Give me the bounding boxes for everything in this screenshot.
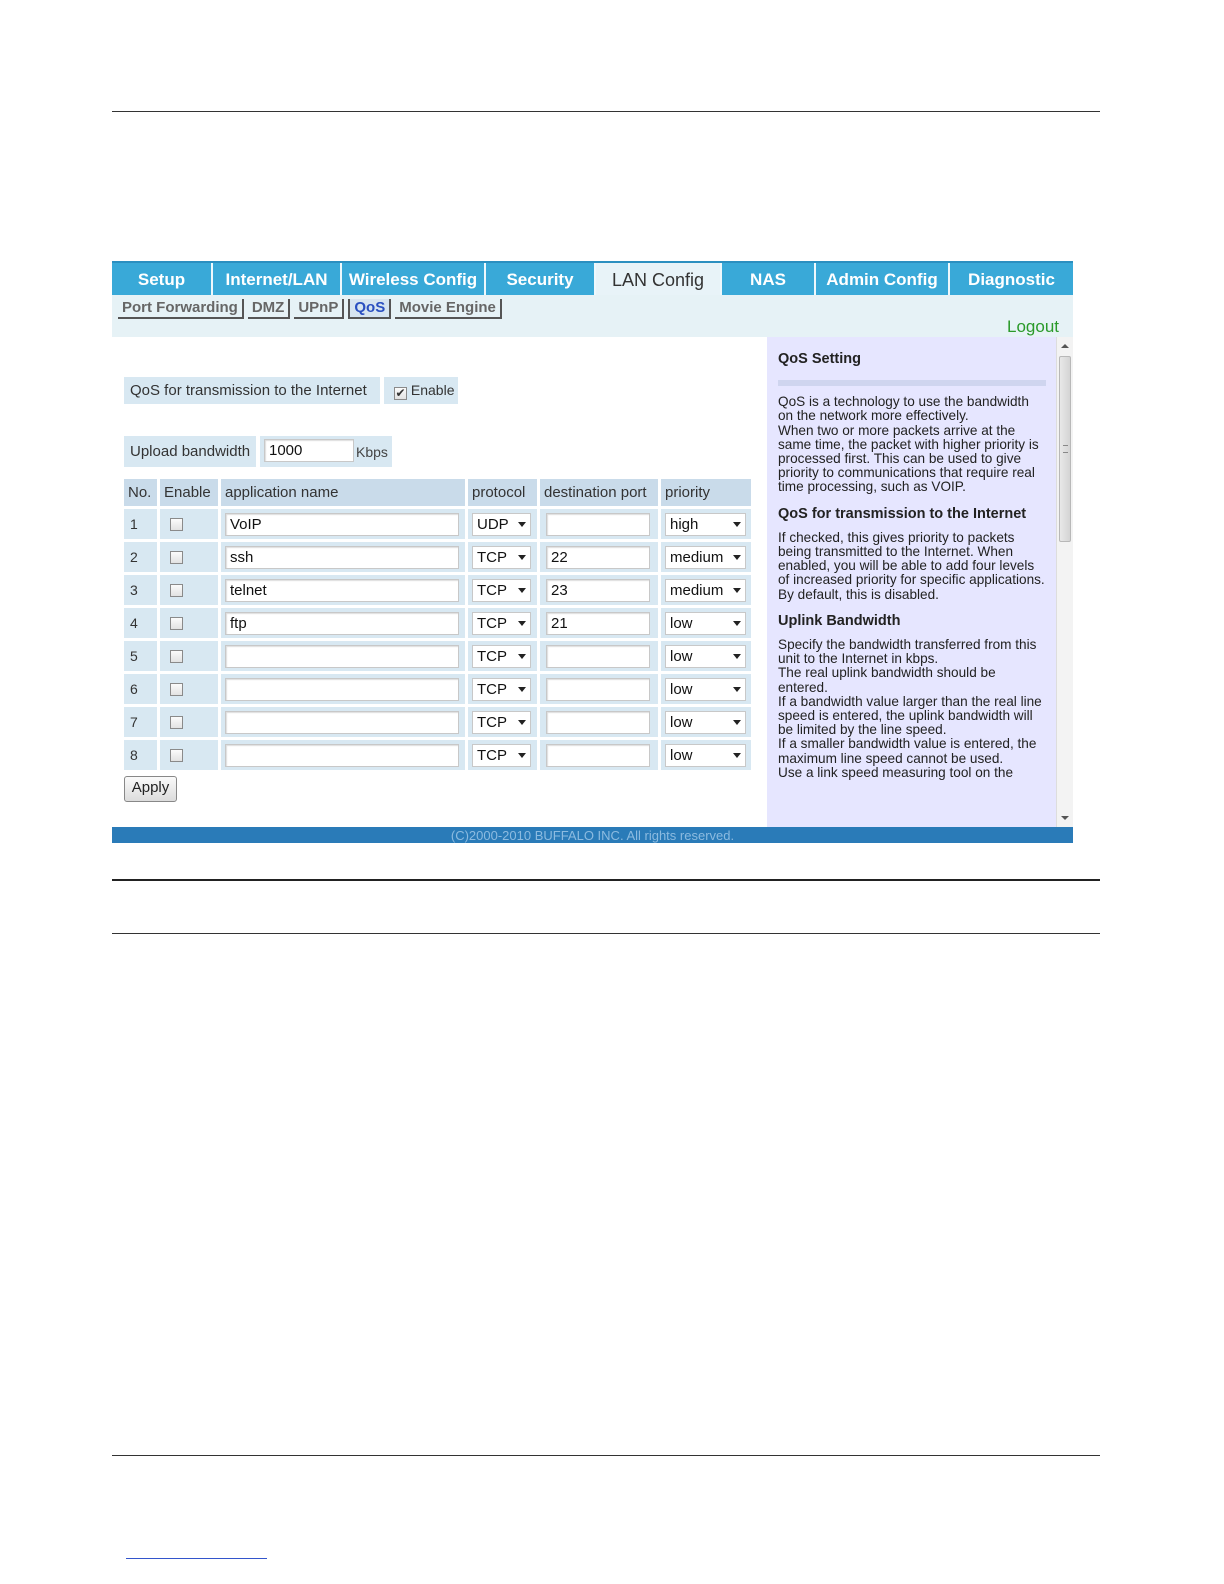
- subtab-port-forwarding[interactable]: Port Forwarding: [118, 299, 244, 319]
- page-bottom-rule: [112, 1455, 1100, 1456]
- row-port-cell: [540, 671, 658, 704]
- chevron-down-icon: [518, 555, 526, 560]
- protocol-value: TCP: [477, 747, 507, 764]
- chevron-down-icon: [733, 588, 741, 593]
- tab-security[interactable]: Security: [486, 263, 596, 297]
- row-port-cell: [540, 539, 658, 572]
- chevron-down-icon: [518, 687, 526, 692]
- priority-value: high: [670, 516, 699, 533]
- page-rule-1: [112, 879, 1100, 881]
- row-enable-checkbox[interactable]: [170, 584, 183, 597]
- priority-select[interactable]: [665, 645, 746, 668]
- tab-wireless-config[interactable]: Wireless Config: [342, 263, 486, 297]
- upload-bandwidth-cell: [260, 436, 392, 467]
- row-app-cell: [221, 737, 465, 770]
- help-section2-text-2: The real uplink bandwidth should be entered.: [778, 665, 996, 695]
- priority-value: low: [670, 615, 693, 632]
- application-name-input[interactable]: [225, 678, 459, 701]
- chevron-down-icon: [733, 555, 741, 560]
- row-enable-cell: [160, 572, 218, 605]
- help-section2-text-5: Use a link speed measuring tool on the: [778, 764, 1014, 780]
- destination-port-input[interactable]: [546, 513, 650, 536]
- scroll-down-arrow-icon[interactable]: [1061, 816, 1069, 820]
- row-protocol-cell: [468, 704, 537, 737]
- help-section2-title: Uplink Bandwidth: [778, 612, 901, 629]
- table-row: [124, 572, 751, 605]
- row-enable-cell: [160, 506, 218, 539]
- scroll-up-arrow-icon[interactable]: [1061, 344, 1069, 348]
- row-number: 5: [124, 638, 157, 671]
- help-divider: [778, 380, 1046, 386]
- scrollbar-thumb[interactable]: [1059, 356, 1071, 542]
- router-admin-window: [112, 261, 1073, 843]
- help-intro-2: When two or more packets arrive at the same time, the packet with higher priority is processed first. This can be used to give priority to communications that require real time processing, such as VOIP.: [778, 422, 1039, 495]
- chevron-down-icon: [733, 621, 741, 626]
- header-destination-port: destination port: [540, 479, 658, 506]
- row-protocol-cell: [468, 737, 537, 770]
- destination-port-input[interactable]: [546, 645, 650, 668]
- main-tab-bar: [112, 261, 1073, 299]
- help-panel: [767, 337, 1056, 827]
- chevron-down-icon: [518, 720, 526, 725]
- priority-value: low: [670, 648, 693, 665]
- copyright-footer: (C)2000-2010 BUFFALO INC. All rights reserved.: [112, 827, 1073, 843]
- row-priority-cell: [661, 671, 751, 704]
- destination-port-input[interactable]: [546, 711, 650, 734]
- row-protocol-cell: [468, 572, 537, 605]
- protocol-value: UDP: [477, 516, 509, 533]
- application-name-input[interactable]: telnet: [225, 579, 459, 602]
- row-enable-cell: [160, 737, 218, 770]
- priority-select[interactable]: [665, 711, 746, 734]
- tab-setup[interactable]: Setup: [112, 263, 213, 297]
- tab-nas[interactable]: NAS: [722, 263, 816, 297]
- row-protocol-cell: [468, 506, 537, 539]
- header-protocol: protocol: [468, 479, 537, 506]
- row-priority-cell: [661, 737, 751, 770]
- row-protocol-cell: [468, 671, 537, 704]
- page-rule-2: [112, 933, 1100, 934]
- help-section2-text-1: Specify the bandwidth transferred from this unit to the Internet in kbps.: [778, 637, 1037, 667]
- chevron-down-icon: [733, 720, 741, 725]
- row-app-cell: [221, 572, 465, 605]
- header-priority: priority: [661, 479, 751, 506]
- tab-diagnostic[interactable]: Diagnostic: [968, 270, 1055, 289]
- row-enable-checkbox[interactable]: [170, 518, 183, 531]
- chevron-down-icon: [518, 588, 526, 593]
- row-enable-checkbox[interactable]: [170, 716, 183, 729]
- help-title: QoS Setting: [778, 351, 861, 367]
- table-row: [124, 671, 751, 704]
- priority-select[interactable]: [665, 678, 746, 701]
- priority-select[interactable]: [665, 579, 746, 602]
- qos-rules-table: [124, 479, 751, 770]
- chevron-down-icon: [518, 753, 526, 758]
- upload-bandwidth-unit: Kbps: [356, 444, 388, 460]
- row-app-cell: [221, 671, 465, 704]
- row-enable-cell: [160, 638, 218, 671]
- row-number: 6: [124, 671, 157, 704]
- tab-admin-config[interactable]: Admin Config: [816, 263, 950, 297]
- protocol-value: TCP: [477, 582, 507, 599]
- protocol-select[interactable]: [472, 711, 531, 734]
- row-priority-cell: [661, 704, 751, 737]
- row-enable-checkbox[interactable]: [170, 551, 183, 564]
- row-number: 1: [124, 506, 157, 539]
- priority-value: medium: [670, 549, 724, 566]
- protocol-select[interactable]: [472, 579, 531, 602]
- protocol-select[interactable]: [472, 678, 531, 701]
- row-app-cell: [221, 605, 465, 638]
- row-app-cell: [221, 506, 465, 539]
- row-priority-cell: [661, 506, 751, 539]
- destination-port-input[interactable]: [546, 678, 650, 701]
- tab-internet-lan[interactable]: Internet/LAN: [213, 263, 342, 297]
- table-row: [124, 704, 751, 737]
- upload-bandwidth-input[interactable]: 1000: [264, 439, 354, 462]
- subtab-movie-engine[interactable]: Movie Engine: [395, 299, 502, 319]
- chevron-down-icon: [733, 753, 741, 758]
- table-header-row: [124, 479, 751, 506]
- table-row: [124, 605, 751, 638]
- header-enable: Enable: [160, 479, 218, 506]
- priority-select[interactable]: [665, 612, 746, 635]
- row-enable-checkbox[interactable]: [170, 650, 183, 663]
- priority-value: medium: [670, 582, 724, 599]
- header-application-name: application name: [221, 479, 465, 506]
- chevron-down-icon: [518, 522, 526, 527]
- row-protocol-cell: [468, 638, 537, 671]
- destination-port-input[interactable]: 21: [546, 612, 650, 635]
- chevron-down-icon: [518, 654, 526, 659]
- priority-select[interactable]: [665, 546, 746, 569]
- protocol-value: TCP: [477, 549, 507, 566]
- destination-port-input[interactable]: 22: [546, 546, 650, 569]
- help-intro-1: QoS is a technology to use the bandwidth on the network more effectively.: [778, 394, 1029, 424]
- row-protocol-cell: [468, 605, 537, 638]
- header-no: No.: [124, 479, 157, 506]
- apply-button[interactable]: Apply: [124, 776, 177, 802]
- help-section1-text-2: By default, this is disabled.: [778, 586, 939, 602]
- application-name-input[interactable]: VoIP: [225, 513, 459, 536]
- row-app-cell: [221, 539, 465, 572]
- priority-select[interactable]: [665, 744, 746, 767]
- application-name-input[interactable]: [225, 645, 459, 668]
- chevron-down-icon: [733, 687, 741, 692]
- qos-enable-label: Enable: [410, 382, 455, 398]
- subtab-qos[interactable]: QoS: [348, 299, 391, 319]
- row-number: 2: [124, 539, 157, 572]
- sub-navigation: [112, 295, 1073, 337]
- protocol-select[interactable]: [472, 546, 531, 569]
- row-priority-cell: [661, 605, 751, 638]
- row-enable-checkbox[interactable]: [170, 749, 183, 762]
- row-number: 8: [124, 737, 157, 770]
- protocol-value: TCP: [477, 615, 507, 632]
- row-port-cell: [540, 506, 658, 539]
- upload-bandwidth-label: Upload bandwidth: [124, 436, 256, 467]
- help-scrollbar[interactable]: [1056, 337, 1073, 827]
- chevron-down-icon: [733, 654, 741, 659]
- row-port-cell: [540, 638, 658, 671]
- priority-select[interactable]: [665, 513, 746, 536]
- help-section2-text-4: If a smaller bandwidth value is entered, the maximum line speed cannot be used.: [778, 736, 1037, 766]
- row-app-cell: [221, 704, 465, 737]
- row-port-cell: [540, 572, 658, 605]
- table-row: [124, 506, 751, 539]
- protocol-value: TCP: [477, 714, 507, 731]
- application-name-input[interactable]: [225, 744, 459, 767]
- row-priority-cell: [661, 572, 751, 605]
- protocol-select[interactable]: [472, 612, 531, 635]
- row-port-cell: [540, 704, 658, 737]
- application-name-input[interactable]: ftp: [225, 612, 459, 635]
- row-port-cell: [540, 605, 658, 638]
- page-top-rule: [112, 111, 1100, 112]
- application-name-input[interactable]: [225, 711, 459, 734]
- row-enable-cell: [160, 605, 218, 638]
- row-port-cell: [540, 737, 658, 770]
- row-priority-cell: [661, 539, 751, 572]
- protocol-select[interactable]: [472, 744, 531, 767]
- destination-port-input[interactable]: 23: [546, 579, 650, 602]
- row-enable-checkbox[interactable]: [170, 683, 183, 696]
- chevron-down-icon: [733, 522, 741, 527]
- row-enable-cell: [160, 704, 218, 737]
- subtab-upnp[interactable]: UPnP: [294, 299, 344, 319]
- row-enable-checkbox[interactable]: [170, 617, 183, 630]
- chevron-down-icon: [518, 621, 526, 626]
- application-name-input[interactable]: ssh: [225, 546, 459, 569]
- row-number: 7: [124, 704, 157, 737]
- subtab-dmz[interactable]: DMZ: [248, 299, 291, 319]
- qos-enable-checkbox[interactable]: [394, 387, 407, 400]
- help-section1-text-1: If checked, this gives priority to packets being transmitted to the Internet. When enabled, you will be able to add four levels of increased priority for specific applications.: [778, 529, 1045, 588]
- priority-value: low: [670, 714, 693, 731]
- tab-lan-config[interactable]: LAN Config: [596, 263, 722, 297]
- table-row: [124, 638, 751, 671]
- logout-link[interactable]: Logout: [1007, 317, 1059, 336]
- row-app-cell: [221, 638, 465, 671]
- table-row: [124, 539, 751, 572]
- protocol-value: TCP: [477, 681, 507, 698]
- row-priority-cell: [661, 638, 751, 671]
- help-section2-text-3: If a bandwidth value larger than the real line speed is entered, the uplink bandwidth will be limited by the line speed.: [778, 693, 1042, 738]
- help-section1-title: QoS for transmission to the Internet: [778, 505, 1027, 522]
- row-enable-cell: [160, 671, 218, 704]
- row-protocol-cell: [468, 539, 537, 572]
- row-enable-cell: [160, 539, 218, 572]
- qos-enable-cell: [384, 377, 458, 404]
- qos-settings-form: [112, 337, 767, 827]
- protocol-select[interactable]: [472, 645, 531, 668]
- table-row: [124, 737, 751, 770]
- qos-internet-label: QoS for transmission to the Internet: [124, 377, 380, 404]
- priority-value: low: [670, 681, 693, 698]
- protocol-value: TCP: [477, 648, 507, 665]
- destination-port-input[interactable]: [546, 744, 650, 767]
- row-number: 3: [124, 572, 157, 605]
- protocol-select[interactable]: [472, 513, 531, 536]
- footer-link-underline: [126, 1558, 267, 1559]
- priority-value: low: [670, 747, 693, 764]
- row-number: 4: [124, 605, 157, 638]
